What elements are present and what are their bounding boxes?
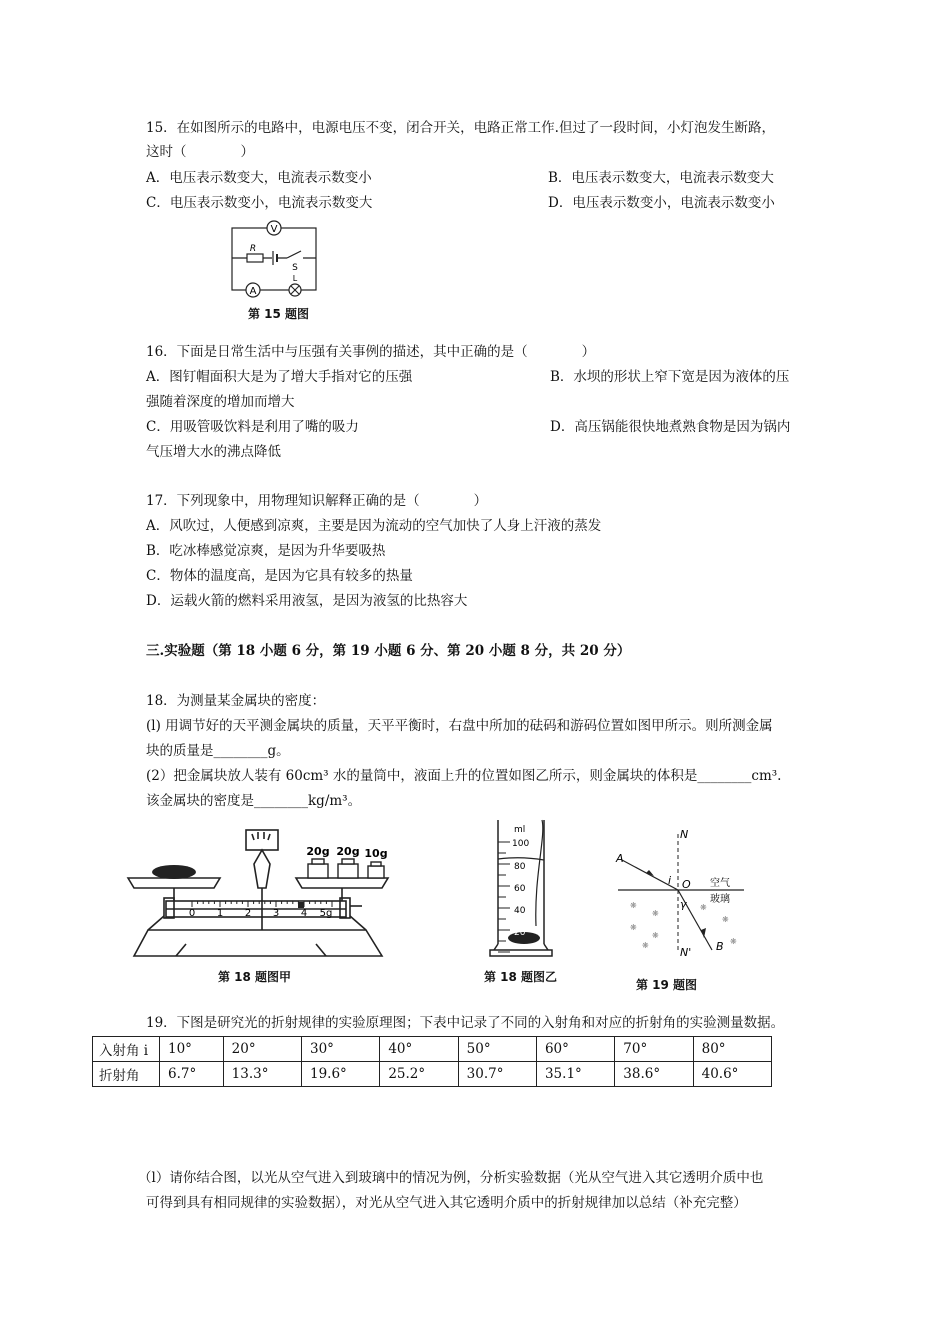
svg-text:❋: ❋: [730, 937, 737, 946]
table-row-incidence: [93, 1037, 772, 1062]
glass-label: 玻璃: [710, 894, 730, 905]
switch-label: S: [292, 263, 298, 273]
graduated-cylinder-diagram: [486, 816, 558, 962]
table-cell: 50°: [458, 1037, 536, 1062]
ammeter-label: A: [249, 286, 257, 297]
svg-text:❋: ❋: [630, 923, 637, 932]
q15-option-a: A．电压表示数变大，电流表示数变小: [146, 170, 372, 186]
rider-label: 5g: [319, 908, 333, 919]
refraction-data-table: [92, 1036, 772, 1087]
ray-a-label: A: [616, 852, 624, 865]
table-cell: 20°: [223, 1037, 301, 1062]
q16-option-d-cont: 气压增大水的沸点降低: [146, 444, 281, 460]
q17-stem: 17．下列现象中，用物理知识解释正确的是（ ）: [146, 493, 488, 509]
table-cell: 38.6°: [615, 1062, 693, 1087]
table-cell: 60°: [536, 1037, 614, 1062]
normal-n-label: N: [680, 828, 689, 841]
metal-block-icon: [152, 865, 196, 879]
q18-stem: 18．为测量某金属块的密度：: [146, 693, 326, 709]
q18-figure-a-caption: 第 18 题图甲: [218, 970, 292, 984]
q15-stem-line2: 这时（ ）: [146, 144, 254, 160]
table-cell: 30°: [301, 1037, 379, 1062]
table-cell: 19.6°: [301, 1062, 379, 1087]
cylinder-tick-60: 60: [514, 884, 526, 894]
q16-option-b: B．水坝的形状上窄下宽是因为液体的压: [550, 369, 790, 385]
table-cell: 13.3°: [223, 1062, 301, 1087]
q17-option-b: B．吃冰棒感觉凉爽，是因为升华要吸热: [146, 543, 386, 559]
q15-stem-line1: 15．在如图所示的电路中，电源电压不变，闭合开关，电路正常工作.但过了一段时间，小灯泡发生断路，: [146, 120, 775, 136]
section-3-title: 三.实验题（第 18 小题 6 分，第 19 小题 6 分、第 20 小题 8 分，共 20 分）: [146, 643, 631, 659]
svg-text:❋: ❋: [700, 903, 707, 912]
weight-20g-icon-2: [338, 864, 358, 878]
q16-option-d: D．高压锅能很快地煮熟食物是因为锅内: [550, 419, 791, 435]
refraction-diagram: [612, 826, 748, 958]
table-cell: 10°: [160, 1037, 224, 1062]
cylinder-tick-100: 100: [512, 839, 530, 849]
q17-option-c: C．物体的温度高，是因为它具有较多的热量: [146, 568, 413, 584]
q19-part1-line2: 可得到具有相同规律的实验数据），对光从空气进入其它透明介质中的折射规律加以总结（补充完整）: [146, 1195, 747, 1211]
svg-text:❋: ❋: [642, 941, 649, 950]
weight-label-1: 20g: [306, 845, 330, 858]
q15-figure-caption: 第 15 题图: [248, 307, 310, 321]
q16-option-a: A．图钉帽面积大是为了增大手指对它的压强: [146, 369, 413, 385]
q18-part1-line1: (l) 用调节好的天平测金属块的质量，天平平衡时，右盘中所加的砝码和游码位置如图甲所示。则所测金属: [146, 718, 773, 734]
weight-label-3: 10g: [364, 847, 388, 860]
ray-b-label: B: [716, 940, 724, 953]
q17-option-a: A．风吹过，人便感到凉爽，主要是因为流动的空气加快了人身上汗液的蒸发: [146, 518, 602, 534]
resistor-label: R: [249, 244, 257, 254]
cylinder-tick-40: 40: [514, 906, 526, 916]
table-cell: 25.2°: [380, 1062, 458, 1087]
table-cell: 70°: [615, 1037, 693, 1062]
scale-tick-2: 2: [244, 908, 252, 919]
scale-tick-4: 4: [300, 908, 308, 919]
cylinder-tick-80: 80: [514, 862, 526, 872]
weight-20g-icon: [308, 864, 328, 878]
svg-text:❋: ❋: [652, 931, 659, 940]
scale-tick-0: 0: [188, 908, 196, 919]
q17-option-d: D．运载火箭的燃料采用液氢，是因为液氢的比热容大: [146, 593, 468, 609]
air-label: 空气: [710, 878, 730, 889]
weight-label-2: 20g: [336, 845, 360, 858]
table-header-refraction: 折射角: [93, 1062, 160, 1087]
origin-o-label: O: [682, 878, 691, 891]
normal-n-prime-label: N': [680, 946, 692, 958]
table-cell: 6.7°: [160, 1062, 224, 1087]
table-cell: 80°: [693, 1037, 771, 1062]
q19-stem: 19．下图是研究光的折射规律的实验原理图；下表中记录了不同的入射角和对应的折射角的实验测量数据。: [146, 1015, 785, 1031]
voltmeter-label: V: [270, 224, 278, 235]
angle-r-label: γ: [680, 898, 687, 911]
table-row-refraction: [93, 1062, 772, 1087]
balance-diagram: [126, 826, 396, 962]
q15-option-d: D．电压表示数变小，电流表示数变小: [548, 195, 775, 211]
rider-icon: [298, 902, 304, 908]
table-header-incidence: 入射角 i: [93, 1037, 160, 1062]
q18-part2-line1: (2）把金属块放人装有 60cm³ 水的量筒中，液面上升的位置如图乙所示，则金属块的体积是________cm³.: [146, 768, 782, 784]
svg-text:❋: ❋: [630, 901, 637, 910]
q15-circuit-diagram: [225, 218, 325, 302]
table-cell: 40.6°: [693, 1062, 771, 1087]
q16-stem: 16．下面是日常生活中与压强有关事例的描述，其中正确的是（ ）: [146, 344, 596, 360]
scale-tick-3: 3: [272, 908, 280, 919]
angle-i-label: i: [668, 874, 672, 887]
table-cell: 40°: [380, 1037, 458, 1062]
q15-option-b: B．电压表示数变大，电流表示数变大: [548, 170, 774, 186]
scale-tick-1: 1: [216, 908, 224, 919]
q16-option-b-cont: 强随着深度的增加而增大: [146, 394, 295, 410]
svg-text:❋: ❋: [652, 909, 659, 918]
q18-figure-b-caption: 第 18 题图乙: [484, 970, 558, 984]
table-cell: 30.7°: [458, 1062, 536, 1087]
resistor-icon: [247, 254, 263, 262]
q19-figure-caption: 第 19 题图: [636, 978, 698, 992]
cylinder-tick-20: 20: [514, 928, 526, 938]
svg-text:❋: ❋: [722, 915, 729, 924]
q18-part1-line2: 块的质量是________g。: [146, 743, 290, 759]
q19-part1-line1: （l）请你结合图，以光从空气进入到玻璃中的情况为例，分析实验数据（光从空气进入其它透明介质中也: [138, 1170, 764, 1186]
weight-10g-icon: [368, 866, 384, 878]
q18-part2-line2: 该金属块的密度是________kg/m³。: [146, 793, 362, 809]
q15-option-c: C．电压表示数变小，电流表示数变大: [146, 195, 373, 211]
table-cell: 35.1°: [536, 1062, 614, 1087]
lamp-label: L: [292, 274, 298, 283]
q16-option-c: C．用吸管吸饮料是利用了嘴的吸力: [146, 419, 359, 435]
cylinder-unit: ml: [514, 825, 526, 835]
